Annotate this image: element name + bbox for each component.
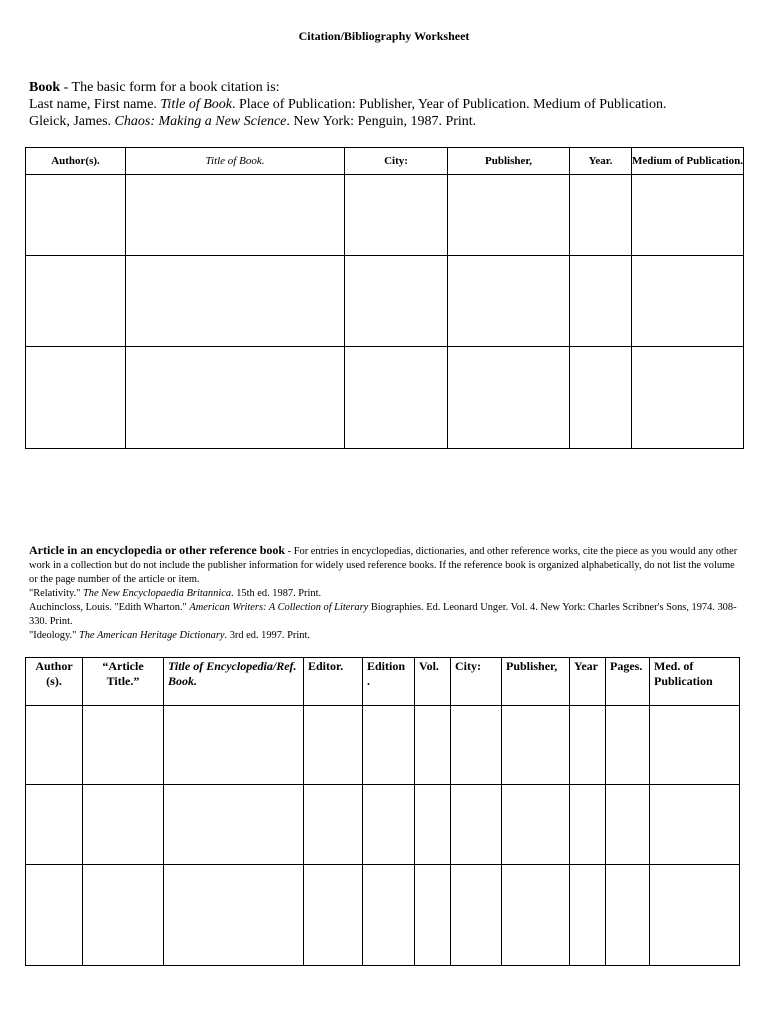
entry-cell[interactable] xyxy=(26,347,126,449)
col-header-author: Author(s). xyxy=(26,148,126,175)
entry-cell[interactable] xyxy=(606,706,650,785)
col-header-title: Title of Book. xyxy=(126,148,345,175)
book-intro-text: - The basic form for a book citation is: xyxy=(60,80,280,95)
entry-cell[interactable] xyxy=(83,865,164,966)
book-format-part: Last name, First name. xyxy=(29,97,161,112)
book-heading: Book xyxy=(29,80,61,95)
table-row xyxy=(26,175,744,256)
ref-example-3 xyxy=(29,629,741,643)
col-header-edition: Edition . xyxy=(363,658,415,706)
entry-cell[interactable] xyxy=(451,865,502,966)
table-row xyxy=(26,347,744,449)
col-header-author: Author (s). xyxy=(26,658,83,706)
ref-example-1 xyxy=(29,587,741,601)
entry-cell[interactable] xyxy=(304,865,363,966)
entry-cell[interactable] xyxy=(164,706,304,785)
entry-cell[interactable] xyxy=(650,785,740,865)
col-header-city: City: xyxy=(451,658,502,706)
reference-instructions xyxy=(29,543,741,643)
entry-cell[interactable] xyxy=(26,706,83,785)
entry-cell[interactable] xyxy=(26,175,126,256)
ref-example-title: The American Heritage Dictionary xyxy=(78,630,225,641)
col-header-article-title: “Article Title.” xyxy=(83,658,164,706)
ref-example-part: . 3rd ed. 1997. Print. xyxy=(224,630,310,641)
entry-cell[interactable] xyxy=(164,785,304,865)
entry-cell[interactable] xyxy=(570,256,632,347)
entry-cell[interactable] xyxy=(606,865,650,966)
entry-cell[interactable] xyxy=(363,785,415,865)
book-intro-line xyxy=(29,79,749,96)
entry-cell[interactable] xyxy=(451,706,502,785)
entry-cell[interactable] xyxy=(415,865,451,966)
ref-intro-paragraph xyxy=(29,543,741,587)
entry-cell[interactable] xyxy=(26,256,126,347)
entry-cell[interactable] xyxy=(126,347,345,449)
entry-cell[interactable] xyxy=(83,785,164,865)
entry-cell[interactable] xyxy=(632,175,744,256)
col-header-publisher: Publisher, xyxy=(448,148,570,175)
ref-example-part: "Ideology." xyxy=(29,630,79,641)
book-format-line xyxy=(29,96,749,113)
book-citation-table xyxy=(25,147,744,449)
table-header-row xyxy=(26,148,744,175)
entry-cell[interactable] xyxy=(415,706,451,785)
ref-example-part: Auchincloss, Louis. "Edith Wharton." xyxy=(29,602,190,613)
entry-cell[interactable] xyxy=(448,347,570,449)
entry-cell[interactable] xyxy=(26,785,83,865)
ref-example-2 xyxy=(29,601,741,629)
entry-cell[interactable] xyxy=(345,175,448,256)
entry-cell[interactable] xyxy=(570,785,606,865)
entry-cell[interactable] xyxy=(363,706,415,785)
col-header-publisher: Publisher, xyxy=(502,658,570,706)
entry-cell[interactable] xyxy=(570,865,606,966)
col-header-medium: Med. of Publication xyxy=(650,658,740,706)
table-row xyxy=(26,785,740,865)
col-header-pages: Pages. xyxy=(606,658,650,706)
book-example-line xyxy=(29,113,749,130)
col-header-city: City: xyxy=(345,148,448,175)
entry-cell[interactable] xyxy=(650,865,740,966)
entry-cell[interactable] xyxy=(502,865,570,966)
entry-cell[interactable] xyxy=(415,785,451,865)
entry-cell[interactable] xyxy=(570,347,632,449)
table-row xyxy=(26,256,744,347)
col-header-year: Year xyxy=(570,658,606,706)
book-format-part: . Place of Publication: Publisher, Year of Publication. Medium of Publication. xyxy=(231,97,667,112)
book-format-title: Title of Book xyxy=(160,97,232,112)
col-header-medium: Medium of Publication. xyxy=(632,148,744,175)
ref-example-part: . 15th ed. 1987. Print. xyxy=(231,588,322,599)
entry-cell[interactable] xyxy=(632,347,744,449)
entry-cell[interactable] xyxy=(345,347,448,449)
col-header-encyclopedia-title: Title of Encyclopedia/Ref. Book. xyxy=(164,658,304,706)
table-row xyxy=(26,706,740,785)
entry-cell[interactable] xyxy=(164,865,304,966)
entry-cell[interactable] xyxy=(126,256,345,347)
col-header-vol: Vol. xyxy=(415,658,451,706)
ref-example-title: American Writers: A Collection of Literary xyxy=(189,602,369,613)
entry-cell[interactable] xyxy=(304,706,363,785)
book-example-part: . New York: Penguin, 1987. Print. xyxy=(286,114,477,129)
ref-example-part: Biographies. Ed. Leonard Unger. Vol. 4. New York: Charles Scribner's Sons, 1974. 308-330. Print. xyxy=(29,602,737,627)
ref-example-title: The New Encyclopaedia Britannica xyxy=(82,588,232,599)
book-example-title: Chaos: Making a New Science xyxy=(114,114,287,129)
entry-cell[interactable] xyxy=(448,175,570,256)
entry-cell[interactable] xyxy=(126,175,345,256)
ref-intro-text: - For entries in encyclopedias, dictionaries, and other reference works, cite the piece as you would any other work in a collection but do not include the publisher information for widely used reference books. If the reference book is organized alphabetically, do not list the volume or the page number of the article or item. xyxy=(29,546,738,585)
entry-cell[interactable] xyxy=(363,865,415,966)
entry-cell[interactable] xyxy=(451,785,502,865)
reference-citation-table xyxy=(25,657,740,966)
entry-cell[interactable] xyxy=(606,785,650,865)
book-instructions xyxy=(29,79,749,130)
entry-cell[interactable] xyxy=(502,785,570,865)
page-title: Citation/Bibliography Worksheet xyxy=(298,29,470,43)
entry-cell[interactable] xyxy=(26,865,83,966)
entry-cell[interactable] xyxy=(448,256,570,347)
col-header-editor: Editor. xyxy=(304,658,363,706)
entry-cell[interactable] xyxy=(345,256,448,347)
entry-cell[interactable] xyxy=(650,706,740,785)
entry-cell[interactable] xyxy=(304,785,363,865)
entry-cell[interactable] xyxy=(570,175,632,256)
entry-cell[interactable] xyxy=(632,256,744,347)
entry-cell[interactable] xyxy=(502,706,570,785)
col-header-year: Year. xyxy=(570,148,632,175)
ref-example-part: "Relativity." xyxy=(29,588,83,599)
table-header-row xyxy=(26,658,740,706)
entry-cell[interactable] xyxy=(570,706,606,785)
book-example-part: Gleick, James. xyxy=(29,114,115,129)
table-row xyxy=(26,865,740,966)
entry-cell[interactable] xyxy=(83,706,164,785)
ref-heading: Article in an encyclopedia or other reference book xyxy=(29,543,286,557)
